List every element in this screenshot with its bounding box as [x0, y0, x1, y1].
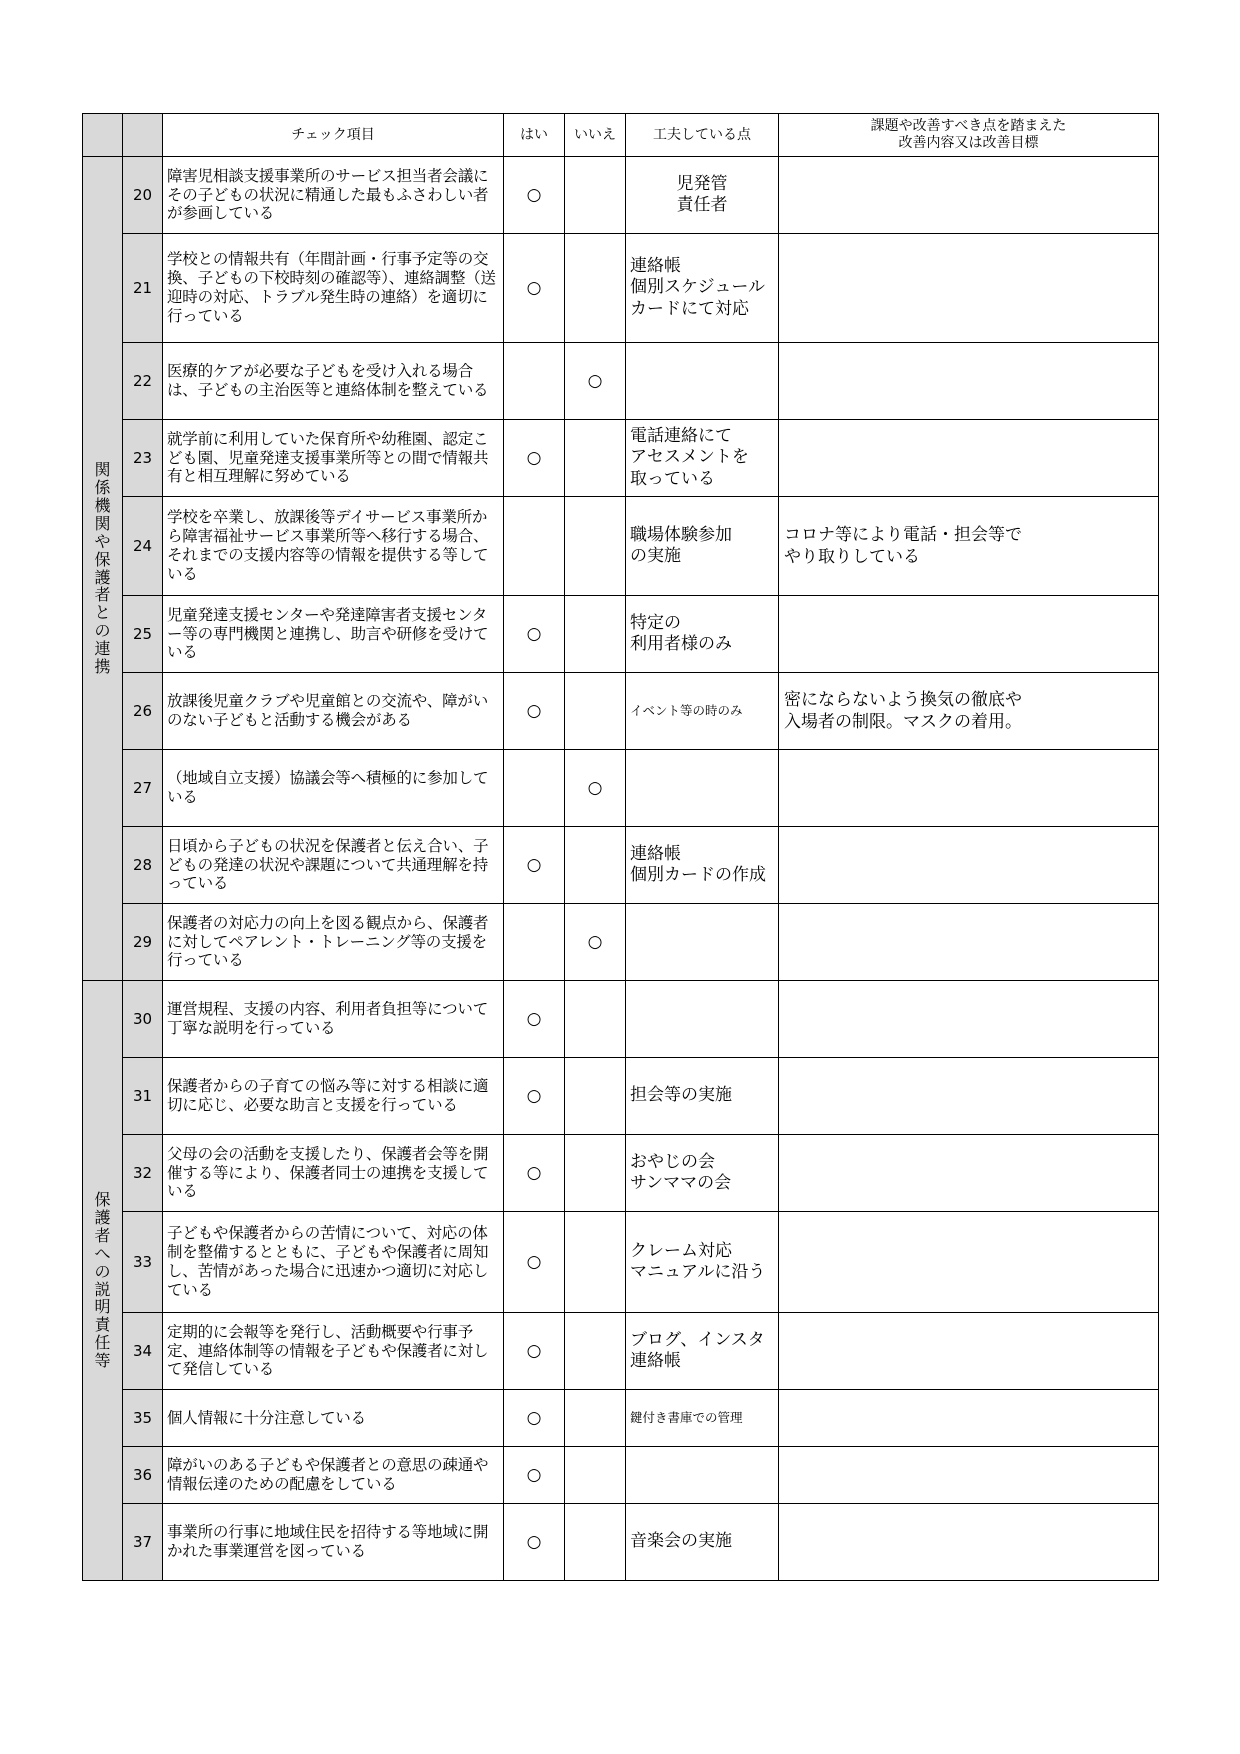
- kufu-line: アセスメントを: [630, 447, 749, 468]
- kufu-cell: [626, 1212, 779, 1313]
- yes-mark: [504, 343, 565, 420]
- kaizen-cell: [779, 343, 1159, 420]
- kufu-line: マニュアルに沿う: [630, 1262, 766, 1282]
- no-mark: [565, 420, 626, 497]
- kufu-line: 児発管: [676, 173, 728, 194]
- kaizen-cell: [779, 981, 1159, 1058]
- row-number: 22: [123, 343, 163, 420]
- category-char: 明: [94, 1297, 111, 1317]
- kufu-cell: [626, 673, 779, 750]
- check-item-text: 定期的に会報等を発行し、活動概要や行事予定、連絡体制等の情報を子どもや保護者に対して発信している: [163, 1313, 504, 1390]
- yes-mark: ○: [504, 1390, 565, 1447]
- check-item-text: 事業所の行事に地域住民を招待する等地域に開かれた事業運営を図っている: [163, 1504, 504, 1581]
- kufu-line: 電話連絡にて: [630, 426, 732, 447]
- kufu-line: イベント等の時のみ: [630, 703, 743, 719]
- kufu-line: サンママの会: [630, 1173, 732, 1193]
- kaizen-cell: [779, 1313, 1159, 1390]
- table-row: [83, 420, 1159, 497]
- kaizen-line: やり取りしている: [784, 547, 920, 567]
- category-char: 責: [94, 1315, 111, 1335]
- kaizen-cell: [779, 596, 1159, 673]
- row-number: 24: [123, 497, 163, 596]
- check-item-text: 父母の会の活動を支援したり、保護者会等を開催する等により、保護者同士の連携を支援している: [163, 1135, 504, 1212]
- yes-mark: ○: [504, 420, 565, 497]
- table-row: [83, 343, 1159, 420]
- kufu-cell: [626, 1135, 779, 1212]
- category-char: 説: [94, 1279, 111, 1299]
- yes-mark: [504, 497, 565, 596]
- table-row: [83, 157, 1159, 234]
- kaizen-cell: [779, 1058, 1159, 1135]
- yes-mark: ○: [504, 157, 565, 234]
- yes-mark: ○: [504, 981, 565, 1058]
- kaizen-cell: [779, 234, 1159, 343]
- yes-mark: ○: [504, 1504, 565, 1581]
- kufu-line: ブログ、インスタ: [630, 1329, 765, 1350]
- kufu-line: 鍵付き書庫での管理: [630, 1410, 743, 1426]
- category-char: 携: [94, 657, 111, 677]
- row-number: 33: [123, 1212, 163, 1313]
- yes-mark: ○: [504, 1058, 565, 1135]
- kufu-line: 連絡帳: [630, 1351, 681, 1371]
- check-item-text: 保護者からの子育ての悩み等に対する相談に適切に応じ、必要な助言と支援を行っている: [163, 1058, 504, 1135]
- kufu-cell: [626, 420, 779, 497]
- no-mark: [565, 673, 626, 750]
- check-item-text: 個人情報に十分注意している: [163, 1390, 504, 1447]
- no-mark: [565, 827, 626, 904]
- no-mark: [565, 1212, 626, 1313]
- row-number: 31: [123, 1058, 163, 1135]
- kaizen-cell: [779, 420, 1159, 497]
- kufu-line: 連絡帳: [630, 256, 681, 277]
- kaizen-cell: [779, 1390, 1159, 1447]
- kufu-line: 個別カードの作成: [630, 865, 766, 885]
- kaizen-cell: [779, 157, 1159, 234]
- row-number: 25: [123, 596, 163, 673]
- header-category-cell: [83, 114, 123, 157]
- category-char: 護: [94, 567, 111, 587]
- yes-mark: ○: [504, 827, 565, 904]
- header-check-item: チェック項目: [163, 114, 504, 157]
- row-number: 20: [123, 157, 163, 234]
- no-mark: [565, 981, 626, 1058]
- no-mark: [565, 1390, 626, 1447]
- no-mark: [565, 1135, 626, 1212]
- check-item-text: 子どもや保護者からの苦情について、対応の体制を整備するとともに、子どもや保護者に周知し、苦情があった場合に迅速かつ適切に対応している: [163, 1212, 504, 1313]
- header-kaizen: [779, 114, 1159, 157]
- table-row: [83, 827, 1159, 904]
- category-cell: [83, 981, 123, 1581]
- row-number: 23: [123, 420, 163, 497]
- table-row: [83, 1212, 1159, 1313]
- category-char: 等: [94, 1351, 111, 1371]
- no-mark: [565, 1313, 626, 1390]
- kufu-cell: [626, 1313, 779, 1390]
- kufu-cell: [626, 157, 779, 234]
- row-number: 35: [123, 1390, 163, 1447]
- kaizen-line: 密にならないよう換気の徹底や: [784, 689, 1022, 710]
- kufu-cell: [626, 497, 779, 596]
- category-char: 保: [94, 1189, 111, 1209]
- header-kaizen-line1: 課題や改善すべき点を踏まえた: [870, 118, 1067, 135]
- kufu-cell: [626, 596, 779, 673]
- kaizen-cell: [779, 750, 1159, 827]
- no-mark: ○: [565, 750, 626, 827]
- table-row: [83, 904, 1159, 981]
- checklist-table: [82, 113, 1159, 1581]
- row-number: 21: [123, 234, 163, 343]
- kufu-line: の実施: [630, 546, 681, 566]
- row-number: 34: [123, 1313, 163, 1390]
- kufu-cell: [626, 1447, 779, 1504]
- header-kaizen-line2: 改善内容又は改善目標: [898, 135, 1039, 151]
- category-char: 関: [94, 460, 111, 480]
- yes-mark: ○: [504, 1135, 565, 1212]
- no-mark: ○: [565, 343, 626, 420]
- kufu-cell: [626, 827, 779, 904]
- category-char: 機: [94, 495, 111, 515]
- table-row: [83, 596, 1159, 673]
- category-char: へ: [94, 1243, 111, 1263]
- table-row: [83, 750, 1159, 827]
- check-item-text: 児童発達支援センターや発達障害者支援センター等の専門機関と連携し、助言や研修を受けている: [163, 596, 504, 673]
- category-char: 任: [94, 1333, 111, 1353]
- kaizen-cell: [779, 827, 1159, 904]
- kaizen-line: コロナ等により電話・担会等で: [784, 524, 1022, 545]
- check-item-text: 放課後児童クラブや児童館との交流や、障がいのない子どもと活動する機会がある: [163, 673, 504, 750]
- kufu-line: 音楽会の実施: [630, 1531, 732, 1552]
- category-char: 関: [94, 513, 111, 533]
- row-number: 32: [123, 1135, 163, 1212]
- category-char: の: [94, 621, 111, 641]
- check-item-text: 医療的ケアが必要な子どもを受け入れる場合は、子どもの主治医等と連絡体制を整えている: [163, 343, 504, 420]
- category-char: 者: [94, 1225, 111, 1245]
- row-number: 37: [123, 1504, 163, 1581]
- no-mark: [565, 1058, 626, 1135]
- row-number: 29: [123, 904, 163, 981]
- table-row: [83, 1390, 1159, 1447]
- table-row: [83, 497, 1159, 596]
- header-no: いいえ: [565, 114, 626, 157]
- yes-mark: ○: [504, 1212, 565, 1313]
- yes-mark: ○: [504, 673, 565, 750]
- check-item-text: 学校との情報共有（年間計画・行事予定等の交換、子どもの下校時刻の確認等）、連絡調整（送迎時の対応、トラブル発生時の連絡）を適切に行っている: [163, 234, 504, 343]
- kufu-line: 担会等の実施: [630, 1085, 732, 1106]
- category-char: 者: [94, 585, 111, 605]
- category-char: と: [94, 603, 111, 623]
- kufu-line: クレーム対応: [630, 1240, 732, 1261]
- yes-mark: ○: [504, 1313, 565, 1390]
- header-number-cell: [123, 114, 163, 157]
- kaizen-cell: [779, 1135, 1159, 1212]
- kufu-cell: [626, 904, 779, 981]
- yes-mark: ○: [504, 234, 565, 343]
- kaizen-cell: [779, 1504, 1159, 1581]
- row-number: 28: [123, 827, 163, 904]
- table-row: [83, 234, 1159, 343]
- category-char: 保: [94, 549, 111, 569]
- table-row: [83, 1058, 1159, 1135]
- no-mark: [565, 1447, 626, 1504]
- kufu-cell: [626, 981, 779, 1058]
- kufu-line: 取っている: [630, 468, 715, 489]
- category-char: や: [94, 531, 111, 551]
- kufu-cell: [626, 343, 779, 420]
- kufu-line: 職場体験参加: [630, 524, 732, 545]
- table-row: [83, 981, 1159, 1058]
- no-mark: [565, 157, 626, 234]
- kufu-line: 利用者様のみ: [630, 634, 732, 654]
- kaizen-line: 入場者の制限。マスクの着用。: [784, 712, 1022, 732]
- yes-mark: [504, 904, 565, 981]
- no-mark: [565, 1504, 626, 1581]
- kufu-cell: [626, 1390, 779, 1447]
- kufu-cell: [626, 1058, 779, 1135]
- row-number: 26: [123, 673, 163, 750]
- row-number: 30: [123, 981, 163, 1058]
- kaizen-cell: [779, 497, 1159, 596]
- header-yes: はい: [504, 114, 565, 157]
- no-mark: [565, 497, 626, 596]
- no-mark: [565, 234, 626, 343]
- kaizen-cell: [779, 673, 1159, 750]
- table-row: [83, 1504, 1159, 1581]
- kaizen-cell: [779, 904, 1159, 981]
- table-row: [83, 1313, 1159, 1390]
- row-number: 36: [123, 1447, 163, 1504]
- yes-mark: ○: [504, 596, 565, 673]
- category-char: 連: [94, 639, 111, 659]
- kufu-line: おやじの会: [630, 1151, 715, 1172]
- table-row: [83, 1447, 1159, 1504]
- check-item-text: 学校を卒業し、放課後等デイサービス事業所から障害福祉サービス事業所等へ移行する場合、それまでの支援内容等の情報を提供する等している: [163, 497, 504, 596]
- check-item-text: 障がいのある子どもや保護者との意思の疎通や情報伝達のための配慮をしている: [163, 1447, 504, 1504]
- check-item-text: （地域自立支援）協議会等へ積極的に参加している: [163, 750, 504, 827]
- kufu-line: 特定の: [630, 612, 681, 633]
- check-item-text: 運営規程、支援の内容、利用者負担等について丁寧な説明を行っている: [163, 981, 504, 1058]
- check-item-text: 保護者の対応力の向上を図る観点から、保護者に対してペアレント・トレーニング等の支援を行っている: [163, 904, 504, 981]
- category-char: 護: [94, 1207, 111, 1227]
- check-item-text: 日頃から子どもの状況を保護者と伝え合い、子どもの発達の状況や課題について共通理解を持っている: [163, 827, 504, 904]
- check-item-text: 就学前に利用していた保育所や幼稚園、認定こども園、児童発達支援事業所等との間で情報共有と相互理解に努めている: [163, 420, 504, 497]
- yes-mark: ○: [504, 1447, 565, 1504]
- no-mark: [565, 596, 626, 673]
- table-row: [83, 1135, 1159, 1212]
- header-kufu: 工夫している点: [626, 114, 779, 157]
- header-row: [83, 114, 1159, 157]
- yes-mark: [504, 750, 565, 827]
- check-item-text: 障害児相談支援事業所のサービス担当者会議にその子どもの状況に精通した最もふさわしい者が参画している: [163, 157, 504, 234]
- kufu-line: 個別スケジュールカードにて対応: [630, 277, 765, 319]
- kufu-line: 連絡帳: [630, 843, 681, 864]
- category-char: 係: [94, 477, 111, 497]
- category-cell: [83, 157, 123, 981]
- row-number: 27: [123, 750, 163, 827]
- kufu-cell: [626, 1504, 779, 1581]
- kufu-cell: [626, 750, 779, 827]
- table-row: [83, 673, 1159, 750]
- no-mark: ○: [565, 904, 626, 981]
- category-char: の: [94, 1261, 111, 1281]
- kufu-line: 責任者: [676, 195, 728, 215]
- kufu-cell: [626, 234, 779, 343]
- kaizen-cell: [779, 1212, 1159, 1313]
- kaizen-cell: [779, 1447, 1159, 1504]
